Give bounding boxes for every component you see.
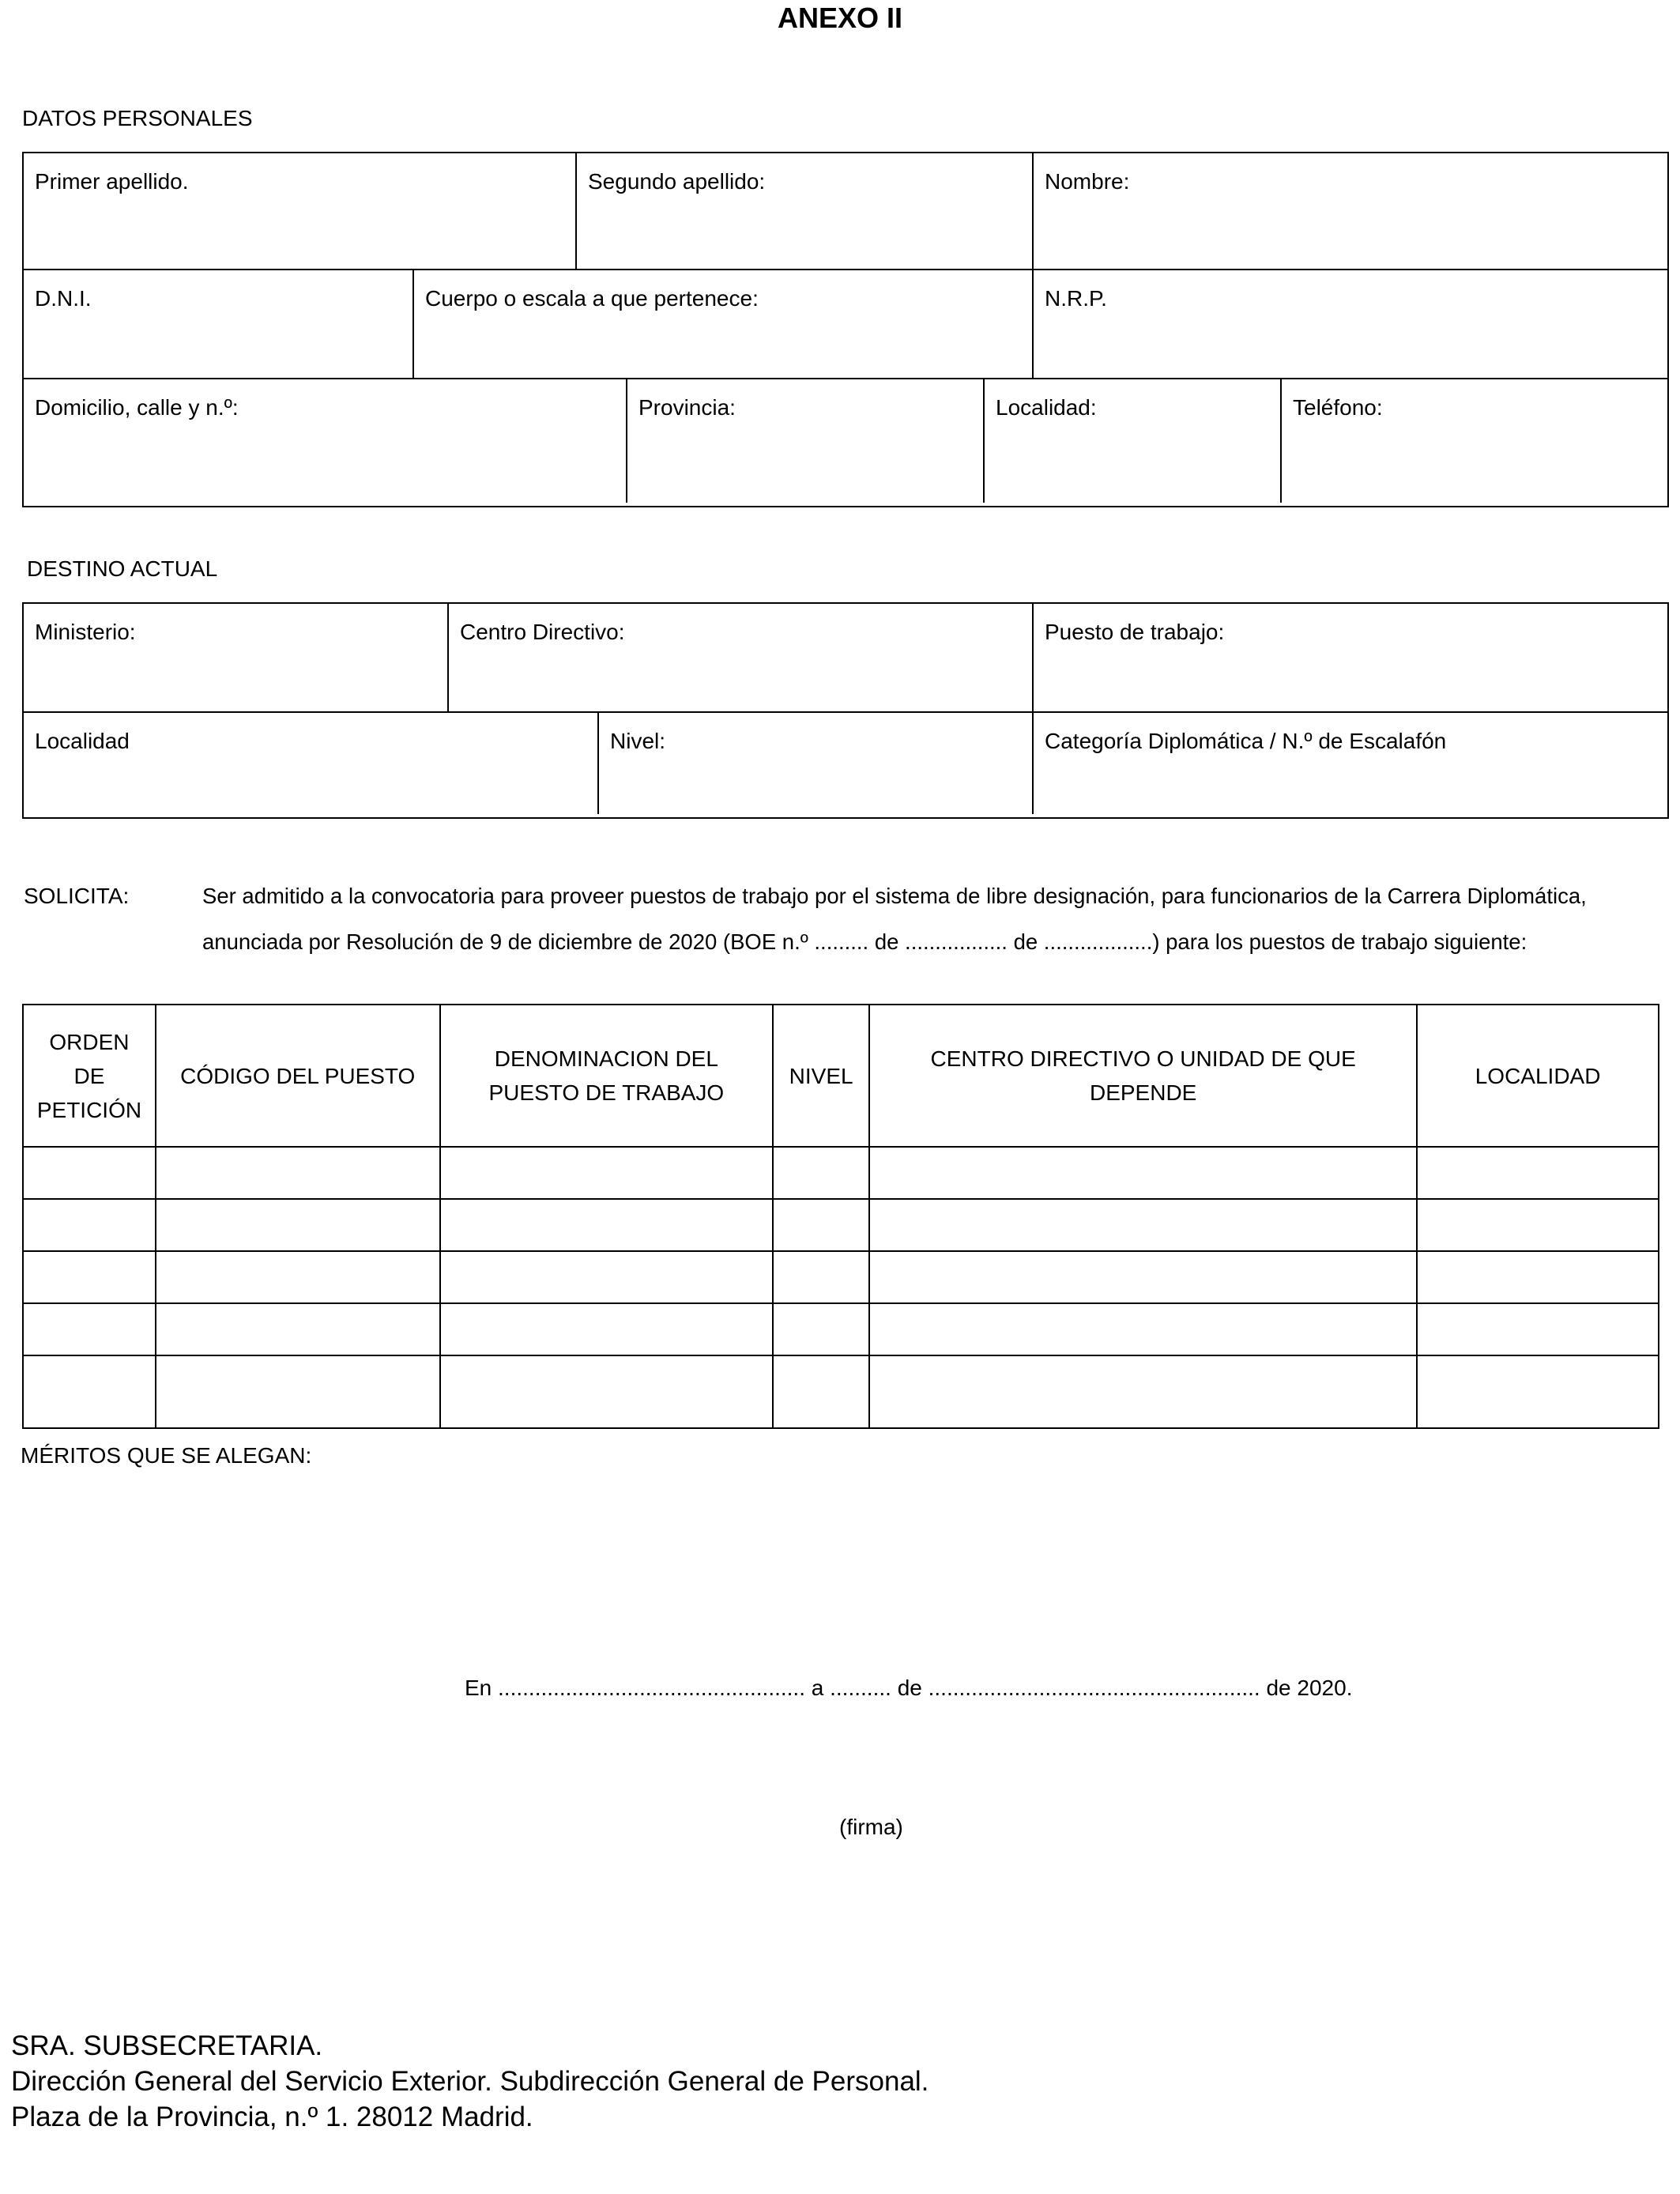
header-line: CÓDIGO DEL PUESTO [180, 1063, 416, 1088]
field-label: Centro Directivo: [460, 620, 625, 644]
table-row [23, 1147, 1659, 1199]
field-label: Ministerio: [35, 620, 136, 644]
header-line: PUESTO DE TRABAJO [488, 1080, 725, 1105]
table-cell[interactable] [869, 1199, 1417, 1251]
footer-line-recipient: SRA. SUBSECRETARIA. [11, 2030, 323, 2061]
table-cell[interactable] [1417, 1355, 1659, 1428]
fecha-line: En .................................................. a .......... de ...................................................... de 2020. [465, 1676, 1353, 1700]
field-centro-directivo[interactable] [449, 604, 1034, 713]
field-ministerio[interactable] [24, 604, 449, 713]
field-label: Categoría Diplomática / N.º de Escalafón [1045, 729, 1447, 753]
firma-label: (firma) [839, 1815, 903, 1839]
table-cell[interactable] [1417, 1303, 1659, 1355]
field-label: Provincia: [638, 395, 736, 420]
footer-address [11, 2028, 929, 2135]
table-cell[interactable] [440, 1303, 774, 1355]
table-cell[interactable] [156, 1147, 440, 1199]
field-label: Teléfono: [1293, 395, 1383, 420]
solicita-label: SOLICITA: [24, 884, 130, 908]
table-cell[interactable] [1417, 1199, 1659, 1251]
field-label: Nombre: [1045, 169, 1130, 194]
header-line: NIVEL [789, 1063, 853, 1088]
puestos-table [22, 1004, 1659, 1429]
table-cell[interactable] [773, 1147, 869, 1199]
field-nombre[interactable] [1034, 153, 1667, 270]
table-cell[interactable] [156, 1303, 440, 1355]
table-cell[interactable] [1417, 1251, 1659, 1303]
table-cell[interactable] [23, 1355, 156, 1428]
table-cell[interactable] [23, 1303, 156, 1355]
column-header-codigo-puesto [156, 1005, 440, 1147]
footer-line-direccion: Dirección General del Servicio Exterior. Subdirección General de Personal. [11, 2066, 929, 2097]
header-line: CENTRO DIRECTIVO O UNIDAD DE QUE [930, 1046, 1356, 1071]
table-row [23, 1303, 1659, 1355]
field-label: Nivel: [610, 729, 666, 753]
header-line: ORDEN [49, 1029, 130, 1054]
table-cell[interactable] [869, 1147, 1417, 1199]
table-cell[interactable] [23, 1147, 156, 1199]
field-label: Localidad: [996, 395, 1097, 420]
table-cell[interactable] [440, 1147, 774, 1199]
datos-personales-form [22, 152, 1669, 507]
column-header-centro-directivo [869, 1005, 1417, 1147]
table-cell[interactable] [869, 1355, 1417, 1428]
table-cell[interactable] [1417, 1147, 1659, 1199]
field-label: N.R.P. [1045, 286, 1107, 311]
table-cell[interactable] [23, 1251, 156, 1303]
meritos-label: MÉRITOS QUE SE ALEGAN: [21, 1443, 312, 1468]
table-cell[interactable] [773, 1355, 869, 1428]
field-segundo-apellido[interactable] [577, 153, 1034, 270]
field-dni[interactable] [24, 270, 414, 379]
section-heading-destino-actual: DESTINO ACTUAL [27, 556, 218, 581]
table-cell[interactable] [773, 1199, 869, 1251]
table-cell[interactable] [440, 1199, 774, 1251]
table-row [23, 1251, 1659, 1303]
field-localidad[interactable] [985, 379, 1282, 503]
table-cell[interactable] [440, 1251, 774, 1303]
header-line: DE [73, 1063, 105, 1088]
field-localidad-destino[interactable] [24, 713, 599, 814]
header-line: PETICIÓN [36, 1097, 142, 1122]
table-cell[interactable] [869, 1251, 1417, 1303]
column-header-nivel [773, 1005, 869, 1147]
header-line: LOCALIDAD [1475, 1063, 1601, 1088]
field-nrp[interactable] [1034, 270, 1667, 379]
field-label: Cuerpo o escala a que pertenece: [425, 286, 759, 311]
field-primer-apellido[interactable] [24, 153, 577, 270]
field-nivel[interactable] [599, 713, 1034, 814]
footer-line-plaza: Plaza de la Provincia, n.º 1. 28012 Madrid. [11, 2102, 533, 2132]
field-puesto-trabajo[interactable] [1034, 604, 1667, 713]
field-label: Primer apellido. [35, 169, 189, 194]
field-cuerpo-escala[interactable] [414, 270, 1034, 379]
column-header-localidad [1417, 1005, 1659, 1147]
table-cell[interactable] [156, 1355, 440, 1428]
table-cell[interactable] [773, 1303, 869, 1355]
table-cell[interactable] [23, 1199, 156, 1251]
section-heading-datos-personales: DATOS PERSONALES [22, 106, 253, 130]
column-header-orden-peticion [23, 1005, 156, 1147]
field-label: Segundo apellido: [588, 169, 766, 194]
field-label: Localidad [35, 729, 130, 753]
destino-actual-form [22, 602, 1669, 819]
solicita-text-line2: anunciada por Resolución de 9 de diciembre de 2020 (BOE n.º ......... de ................. de ..................) para los puestos de trabajo siguiente: [202, 929, 1527, 954]
header-line: DEPENDE [1089, 1080, 1197, 1105]
table-row [23, 1199, 1659, 1251]
field-label: Domicilio, calle y n.º: [35, 395, 239, 420]
table-cell[interactable] [156, 1251, 440, 1303]
column-header-denominacion [440, 1005, 774, 1147]
table-row [23, 1355, 1659, 1428]
table-header-row [23, 1005, 1659, 1147]
field-provincia[interactable] [627, 379, 985, 503]
field-label: D.N.I. [35, 286, 92, 311]
table-cell[interactable] [869, 1303, 1417, 1355]
document-title: ANEXO II [777, 2, 903, 34]
header-line: DENOMINACION DEL [494, 1046, 718, 1071]
field-telefono[interactable] [1282, 379, 1667, 503]
table-cell[interactable] [773, 1251, 869, 1303]
field-label: Puesto de trabajo: [1045, 620, 1225, 644]
table-cell[interactable] [156, 1199, 440, 1251]
solicita-text-line1: Ser admitido a la convocatoria para proveer puestos de trabajo por el sistema de libre designación, para funcionarios de la Carrera Diplomática, [202, 884, 1587, 908]
table-cell[interactable] [440, 1355, 774, 1428]
field-domicilio[interactable] [24, 379, 627, 503]
field-categoria-diplomatica[interactable] [1034, 713, 1667, 814]
